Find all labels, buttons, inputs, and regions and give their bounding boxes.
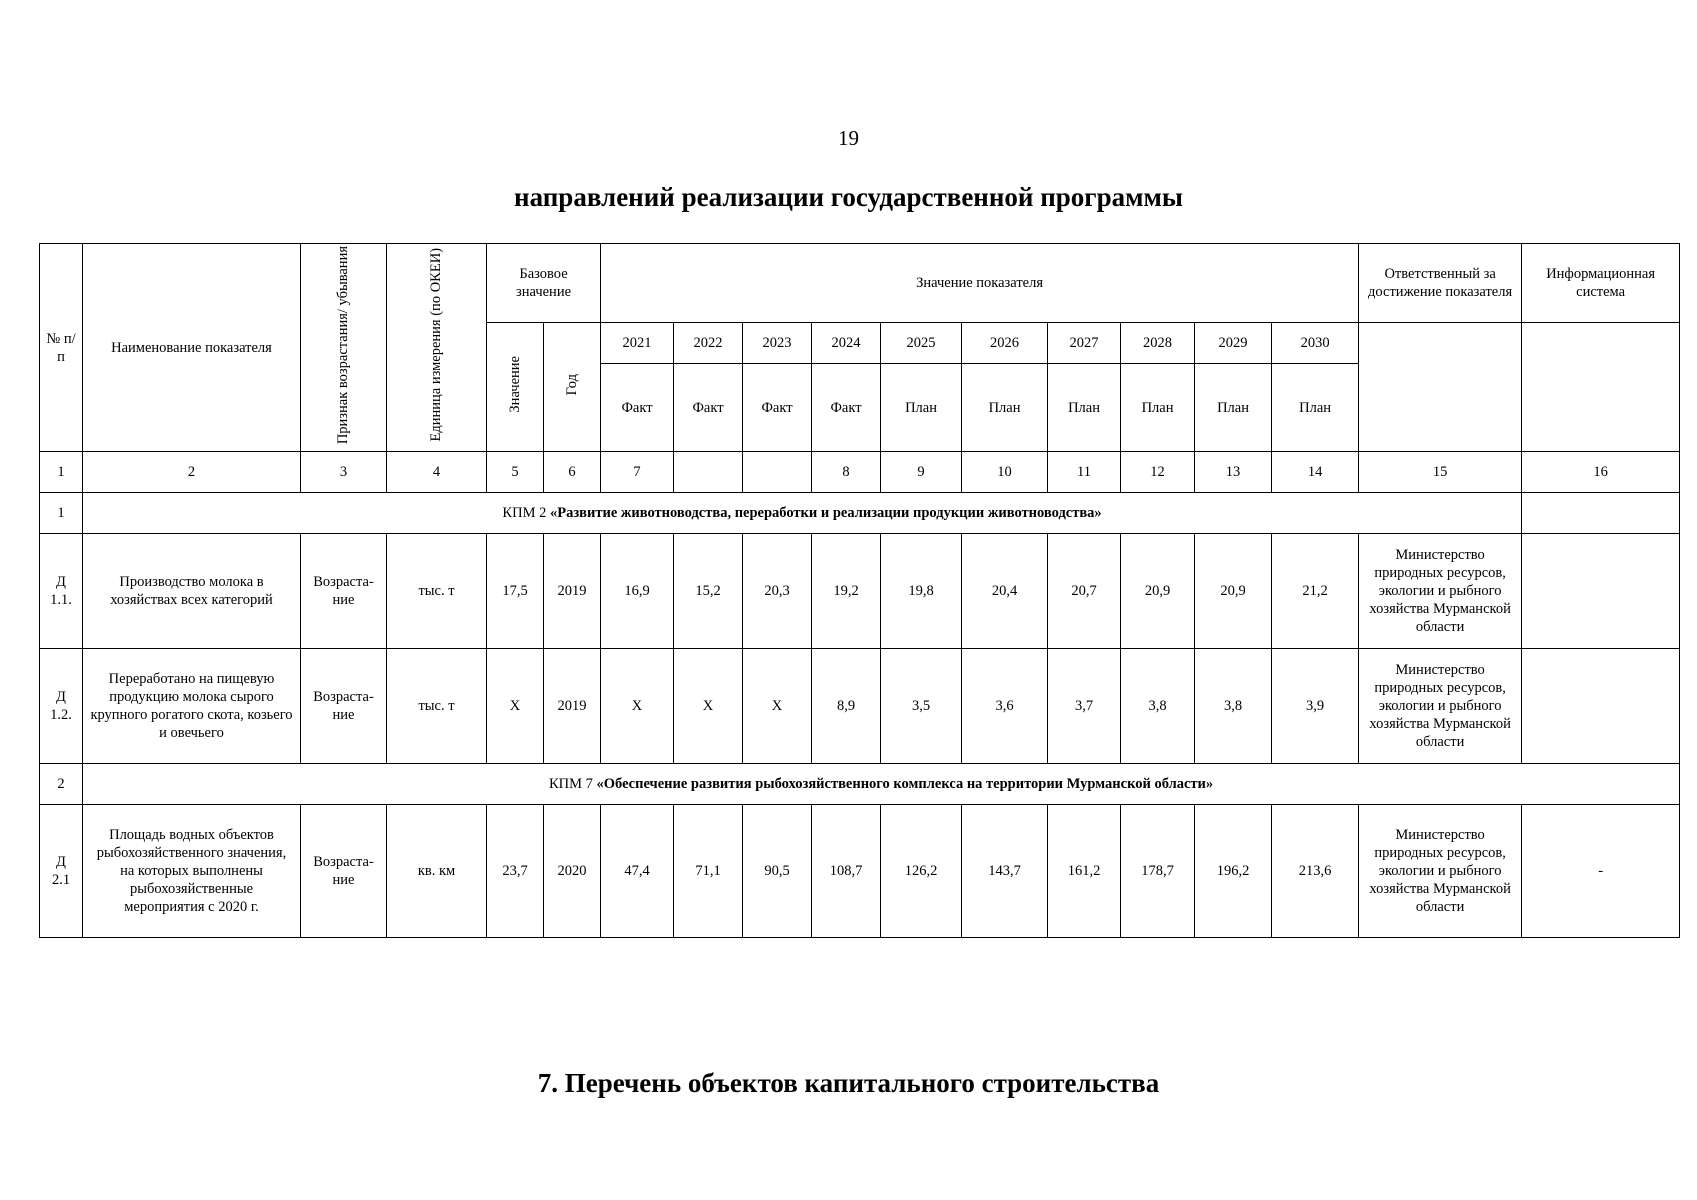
row-base-value: 23,7 (487, 805, 544, 938)
header-year: 2022 (674, 323, 743, 364)
section-num: 1 (40, 493, 83, 534)
row-value: 19,8 (881, 534, 962, 649)
row-info-system: - (1522, 805, 1680, 938)
section-num: 2 (40, 764, 83, 805)
header-info-system: Информационная система (1522, 244, 1680, 323)
column-number: 1 (40, 452, 83, 493)
table-row (40, 805, 1680, 938)
header-base: Базовое значение (487, 244, 601, 323)
row-value: 108,7 (812, 805, 881, 938)
row-value: 8,9 (812, 649, 881, 764)
row-num: Д 1.2. (40, 649, 83, 764)
header-year: 2021 (601, 323, 674, 364)
row-value: 90,5 (743, 805, 812, 938)
row-base-value: Х (487, 649, 544, 764)
column-number: 3 (301, 452, 387, 493)
row-value: Х (743, 649, 812, 764)
row-value: 20,4 (962, 534, 1048, 649)
header-year: 2024 (812, 323, 881, 364)
row-responsible: Министерство природных ресурсов, экологии и рыбного хозяйства Мурманской области (1359, 534, 1522, 649)
row-info-system (1522, 534, 1680, 649)
indicators-table (39, 243, 1680, 938)
row-value: 178,7 (1121, 805, 1195, 938)
header-year-type: План (962, 364, 1048, 452)
header-year: 2030 (1272, 323, 1359, 364)
section-title (83, 764, 1680, 805)
section-prefix: КПМ 2 (502, 505, 550, 522)
section-row-kpm7 (40, 764, 1680, 805)
row-value: 71,1 (674, 805, 743, 938)
row-value: 47,4 (601, 805, 674, 938)
header-year: 2026 (962, 323, 1048, 364)
section-title (83, 493, 1522, 534)
header-year-type: План (1121, 364, 1195, 452)
row-value: 3,7 (1048, 649, 1121, 764)
header-name: Наименование показателя (83, 244, 301, 452)
column-number: 9 (881, 452, 962, 493)
column-number: 5 (487, 452, 544, 493)
row-value: 126,2 (881, 805, 962, 938)
header-year: 2029 (1195, 323, 1272, 364)
row-value: 143,7 (962, 805, 1048, 938)
row-value: 161,2 (1048, 805, 1121, 938)
column-number: 2 (83, 452, 301, 493)
header-year: 2027 (1048, 323, 1121, 364)
header-sign (301, 244, 387, 452)
section-prefix: КПМ 7 (548, 776, 597, 793)
header-base-year (544, 323, 601, 452)
row-value: 20,9 (1121, 534, 1195, 649)
row-base-year: 2019 (544, 649, 601, 764)
header-year-type: Факт (743, 364, 812, 452)
header-sign-text: Признак возрастания/ убывания (335, 246, 352, 445)
header-unit (387, 244, 487, 452)
section-name: «Развитие животноводства, переработки и реализации продукции животноводства» (549, 505, 1102, 522)
header-base-value-text: Значение (506, 356, 523, 413)
row-responsible: Министерство природных ресурсов, экологии и рыбного хозяйства Мурманской области (1359, 649, 1522, 764)
row-info-system (1522, 649, 1680, 764)
section-heading: направлений реализации государственной программы (514, 182, 1183, 212)
column-number: 14 (1272, 452, 1359, 493)
header-year-type: План (1272, 364, 1359, 452)
header-num: № п/п (40, 244, 83, 452)
row-name: Площадь водных объектов рыбохозяйственного значения, на которых выполнены рыбохозяйственные мероприятия с 2020 г. (83, 805, 301, 938)
row-num: Д 2.1 (40, 805, 83, 938)
row-value: 3,6 (962, 649, 1048, 764)
header-year: 2025 (881, 323, 962, 364)
row-value: 15,2 (674, 534, 743, 649)
header-year-type: План (881, 364, 962, 452)
row-value: 213,6 (1272, 805, 1359, 938)
column-number: 15 (1359, 452, 1522, 493)
column-number: 10 (962, 452, 1048, 493)
section-name: «Обеспечение развития рыбохозяйственного комплекса на территории Мурманской области» (596, 776, 1214, 793)
column-number: 12 (1121, 452, 1195, 493)
row-base-year: 2020 (544, 805, 601, 938)
header-responsible-empty (1359, 323, 1522, 452)
row-num: Д 1.1. (40, 534, 83, 649)
row-value: 20,9 (1195, 534, 1272, 649)
column-number: 13 (1195, 452, 1272, 493)
row-sign: Возраста-ние (301, 805, 387, 938)
row-value: 3,5 (881, 649, 962, 764)
column-number: 16 (1522, 452, 1680, 493)
table-row (40, 649, 1680, 764)
row-value: Х (601, 649, 674, 764)
row-sign: Возраста-ние (301, 649, 387, 764)
header-base-year-text: Год (563, 373, 580, 396)
row-value: 20,3 (743, 534, 812, 649)
column-number: 6 (544, 452, 601, 493)
header-year: 2023 (743, 323, 812, 364)
row-value: 196,2 (1195, 805, 1272, 938)
header-year-type: Факт (601, 364, 674, 452)
column-numbers-row (40, 452, 1680, 493)
row-value: 3,8 (1195, 649, 1272, 764)
header-indicator-value: Значение показателя (601, 244, 1359, 323)
table-row (40, 534, 1680, 649)
header-unit-text: Единица измерения (по ОКЕИ) (428, 248, 445, 442)
section-empty (1522, 493, 1680, 534)
row-unit: тыс. т (387, 534, 487, 649)
row-name: Производство молока в хозяйствах всех категорий (83, 534, 301, 649)
header-row-1 (40, 244, 1680, 323)
header-year-type: План (1195, 364, 1272, 452)
chapter-heading: 7. Перечень объектов капитального строительства (537, 1068, 1160, 1098)
column-number: 11 (1048, 452, 1121, 493)
column-number: 7 (601, 452, 674, 493)
header-info-system-empty (1522, 323, 1680, 452)
header-base-value (487, 323, 544, 452)
column-number (743, 452, 812, 493)
row-value: 3,9 (1272, 649, 1359, 764)
row-base-value: 17,5 (487, 534, 544, 649)
row-value: 16,9 (601, 534, 674, 649)
header-year: 2028 (1121, 323, 1195, 364)
row-unit: кв. км (387, 805, 487, 938)
row-unit: тыс. т (387, 649, 487, 764)
row-value: Х (674, 649, 743, 764)
row-responsible: Министерство природных ресурсов, экологии и рыбного хозяйства Мурманской области (1359, 805, 1522, 938)
row-value: 21,2 (1272, 534, 1359, 649)
column-number: 8 (812, 452, 881, 493)
row-name: Переработано на пищевую продукцию молока сырого крупного рогатого скота, козьего и овечьего (83, 649, 301, 764)
row-value: 20,7 (1048, 534, 1121, 649)
column-number: 4 (387, 452, 487, 493)
column-number (674, 452, 743, 493)
section-row-kpm2 (40, 493, 1680, 534)
page-number: 19 (838, 126, 859, 150)
row-value: 19,2 (812, 534, 881, 649)
header-responsible: Ответственный за достижение показателя (1359, 244, 1522, 323)
header-year-type: Факт (812, 364, 881, 452)
row-value: 3,8 (1121, 649, 1195, 764)
row-base-year: 2019 (544, 534, 601, 649)
header-year-type: Факт (674, 364, 743, 452)
row-sign: Возраста-ние (301, 534, 387, 649)
header-year-type: План (1048, 364, 1121, 452)
